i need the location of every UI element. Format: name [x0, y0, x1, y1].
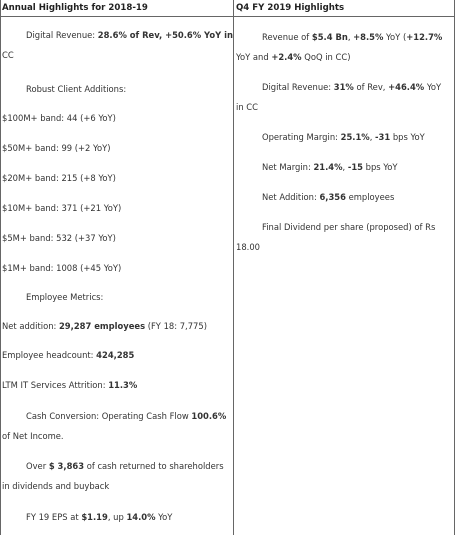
list-item-attrition: LTM IT Services Attrition: 11.3%	[2, 380, 138, 390]
list-item-employee-metrics: Employee Metrics:	[26, 292, 104, 302]
table-header-divider	[0, 16, 455, 17]
list-item-headcount: Employee headcount: 424,285	[2, 350, 135, 360]
list-item-band-5m: $5M+ band: 532 (+37 YoY)	[2, 233, 116, 243]
list-item-client-additions: Robust Client Additions:	[26, 84, 127, 94]
list-item-q4-digital-revenue: Digital Revenue: 31% of Rev, +46.4% YoY in CC	[236, 82, 442, 112]
list-item-q4-dividend: Final Dividend per share (proposed) of Rs 18.00	[236, 222, 436, 252]
table-column-divider	[233, 0, 234, 535]
list-item-q4-operating-margin: Operating Margin: 25.1%, -31 bps YoY	[262, 132, 425, 142]
annual-highlights-header: Annual Highlights for 2018-19	[2, 3, 148, 13]
list-item-band-1m: $1M+ band: 1008 (+45 YoY)	[2, 263, 122, 273]
list-item-q4-net-addition: Net Addition: 6,356 employees	[262, 192, 395, 202]
list-item-cash-conversion: Cash Conversion: Operating Cash Flow 100.6% of Net Income.	[2, 411, 227, 441]
list-item-digital-revenue: Digital Revenue: 28.6% of Rev, +50.6% YoY in CC	[2, 30, 233, 60]
list-item-band-20m: $20M+ band: 215 (+8 YoY)	[2, 173, 116, 183]
list-item-band-100m: $100M+ band: 44 (+6 YoY)	[2, 113, 116, 123]
list-item-eps: FY 19 EPS at $1.19, up 14.0% YoY	[26, 512, 173, 522]
list-item-band-50m: $50M+ band: 99 (+2 YoY)	[2, 143, 111, 153]
list-item-band-10m: $10M+ band: 371 (+21 YoY)	[2, 203, 122, 213]
table-border-left	[0, 0, 1, 535]
q4-highlights-header: Q4 FY 2019 Highlights	[236, 3, 345, 13]
list-item-q4-net-margin: Net Margin: 21.4%, -15 bps YoY	[262, 162, 398, 172]
list-item-net-addition: Net addition: 29,287 employees (FY 18: 7,775)	[2, 321, 207, 331]
list-item-q4-revenue: Revenue of $5.4 Bn, +8.5% YoY (+12.7% YoY and +2.4% QoQ in CC)	[236, 32, 443, 62]
list-item-cash-returned: Over $ 3,863 of cash returned to shareholders in dividends and buyback	[2, 461, 224, 491]
